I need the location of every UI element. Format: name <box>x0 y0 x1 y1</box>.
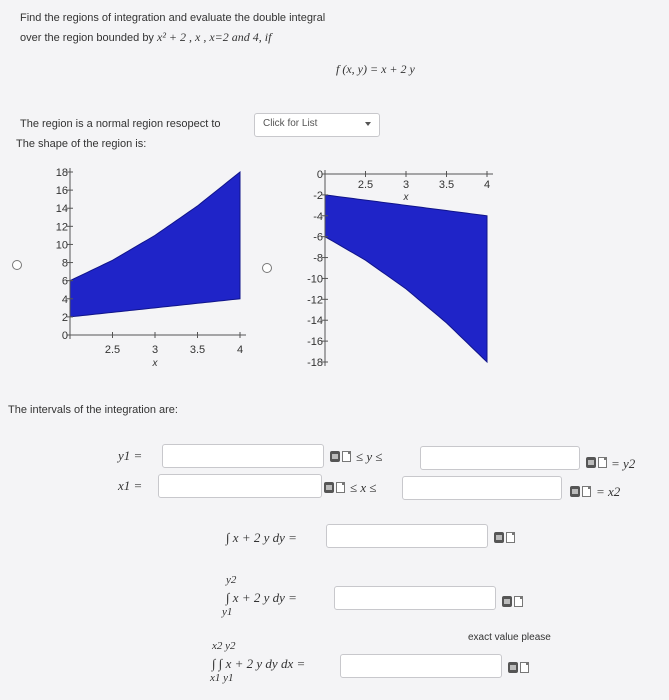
double-lower-limits: x1 y1 <box>210 672 234 684</box>
x-tick-label: 4 <box>236 344 244 356</box>
y2-label: = y2 <box>611 456 636 471</box>
x-tick-label: 3 <box>402 179 410 191</box>
x-tick-label: 3 <box>151 344 159 356</box>
problem-line-2-math: x² + 2 , x , x=2 and 4, if <box>157 30 272 44</box>
x-tick-label: 3.5 <box>438 179 455 191</box>
inner-integral-tools[interactable] <box>494 532 515 543</box>
y-tick-label: 10 <box>55 239 68 252</box>
chevron-down-icon <box>365 122 371 126</box>
x-axis-label: x <box>152 358 158 369</box>
shape-text: The shape of the region is: <box>16 138 147 150</box>
preview-icon[interactable] <box>494 532 504 543</box>
y1-label: y1 = <box>118 448 143 463</box>
y-tick-label: -6 <box>313 231 323 244</box>
y-tick-label: -4 <box>313 210 323 223</box>
x-tick-label: 4 <box>483 179 491 191</box>
inner-integral-input[interactable] <box>326 524 488 548</box>
document-icon[interactable] <box>520 662 529 673</box>
double-upper-limits: x2 y2 <box>212 640 236 652</box>
y-tick-label: 2 <box>61 311 68 324</box>
y-tick-label: -12 <box>307 294 323 307</box>
double-integral-tools[interactable] <box>508 662 529 673</box>
problem-line-2 <box>20 30 271 45</box>
function-definition: f (x, y) = x + 2 y <box>336 62 415 76</box>
definite-integral-input[interactable] <box>334 586 496 610</box>
exact-value-note: exact value please <box>468 632 551 643</box>
y1-lower-input[interactable] <box>162 444 324 468</box>
y-tick-label: -10 <box>307 273 323 286</box>
double-integral-label: ∫ ∫ x + 2 y dy dx = <box>212 656 306 671</box>
y1-tools[interactable] <box>330 451 351 462</box>
x2-label: = x2 <box>596 484 621 499</box>
y-tick-label: -16 <box>307 336 323 349</box>
x2-tools[interactable] <box>570 486 591 497</box>
normal-region-text: The region is a normal region resopect to <box>20 118 221 130</box>
preview-icon[interactable] <box>324 482 334 493</box>
x-tick-label: 2.5 <box>357 179 374 191</box>
inner-integral-label: ∫ x + 2 y dy = <box>226 530 297 545</box>
preview-icon[interactable] <box>330 451 340 462</box>
y-tick-label: -18 <box>307 357 323 369</box>
definite-integral-tools[interactable] <box>502 596 523 607</box>
region-area <box>325 195 487 362</box>
y-tick-label: 16 <box>55 185 68 198</box>
shape-option-2-radio[interactable] <box>262 263 272 273</box>
preview-icon[interactable] <box>508 662 518 673</box>
region-area <box>70 172 240 317</box>
document-icon[interactable] <box>342 451 351 462</box>
definite-upper-limit: y2 <box>226 574 237 586</box>
document-icon[interactable] <box>598 457 607 468</box>
y-tick-label: 12 <box>55 221 68 234</box>
y-inequality: ≤ y ≤ <box>356 449 383 464</box>
preview-icon[interactable] <box>570 486 580 497</box>
region-chart-2 <box>285 162 505 377</box>
document-icon[interactable] <box>336 482 345 493</box>
document-icon[interactable] <box>506 532 515 543</box>
document-icon[interactable] <box>514 596 523 607</box>
y-tick-label: 0 <box>316 169 323 181</box>
double-integral-input[interactable] <box>340 654 502 678</box>
x-tick-label: 2.5 <box>104 344 121 356</box>
y2-tools[interactable] <box>586 457 607 468</box>
y-tick-label: -14 <box>307 315 323 328</box>
y-tick-label: 14 <box>55 203 68 216</box>
x-tick-label: 3.5 <box>189 344 206 356</box>
x1-label: x1 = <box>118 478 143 493</box>
x1-tools[interactable] <box>324 482 345 493</box>
y-tick-label: 6 <box>61 275 68 288</box>
y-tick-label: -2 <box>313 189 323 202</box>
definite-integral-label: ∫ x + 2 y dy = <box>226 590 297 605</box>
y-tick-label: -8 <box>313 252 323 265</box>
intervals-title: The intervals of the integration are: <box>8 404 178 416</box>
region-type-select[interactable] <box>254 113 380 137</box>
x-axis-label: x <box>403 192 409 203</box>
y-tick-label: 4 <box>61 293 68 306</box>
shape-option-1-radio[interactable] <box>12 260 22 270</box>
x-inequality: ≤ x ≤ <box>350 480 377 495</box>
region-chart-1 <box>30 160 260 375</box>
definite-lower-limit: y1 <box>222 606 233 618</box>
preview-icon[interactable] <box>586 457 596 468</box>
problem-line-1: Find the regions of integration and evaluate the double integral <box>20 12 326 24</box>
y-tick-label: 0 <box>61 330 68 342</box>
y-upper-input[interactable] <box>420 446 580 470</box>
problem-line-2-prefix: over the region bounded by <box>20 32 157 44</box>
region-type-select-value: Click for List <box>263 118 318 129</box>
x1-lower-input[interactable] <box>158 474 322 498</box>
y-tick-label: 8 <box>61 257 68 270</box>
x-upper-input[interactable] <box>402 476 562 500</box>
preview-icon[interactable] <box>502 596 512 607</box>
y-tick-label: 18 <box>55 167 68 179</box>
document-icon[interactable] <box>582 486 591 497</box>
